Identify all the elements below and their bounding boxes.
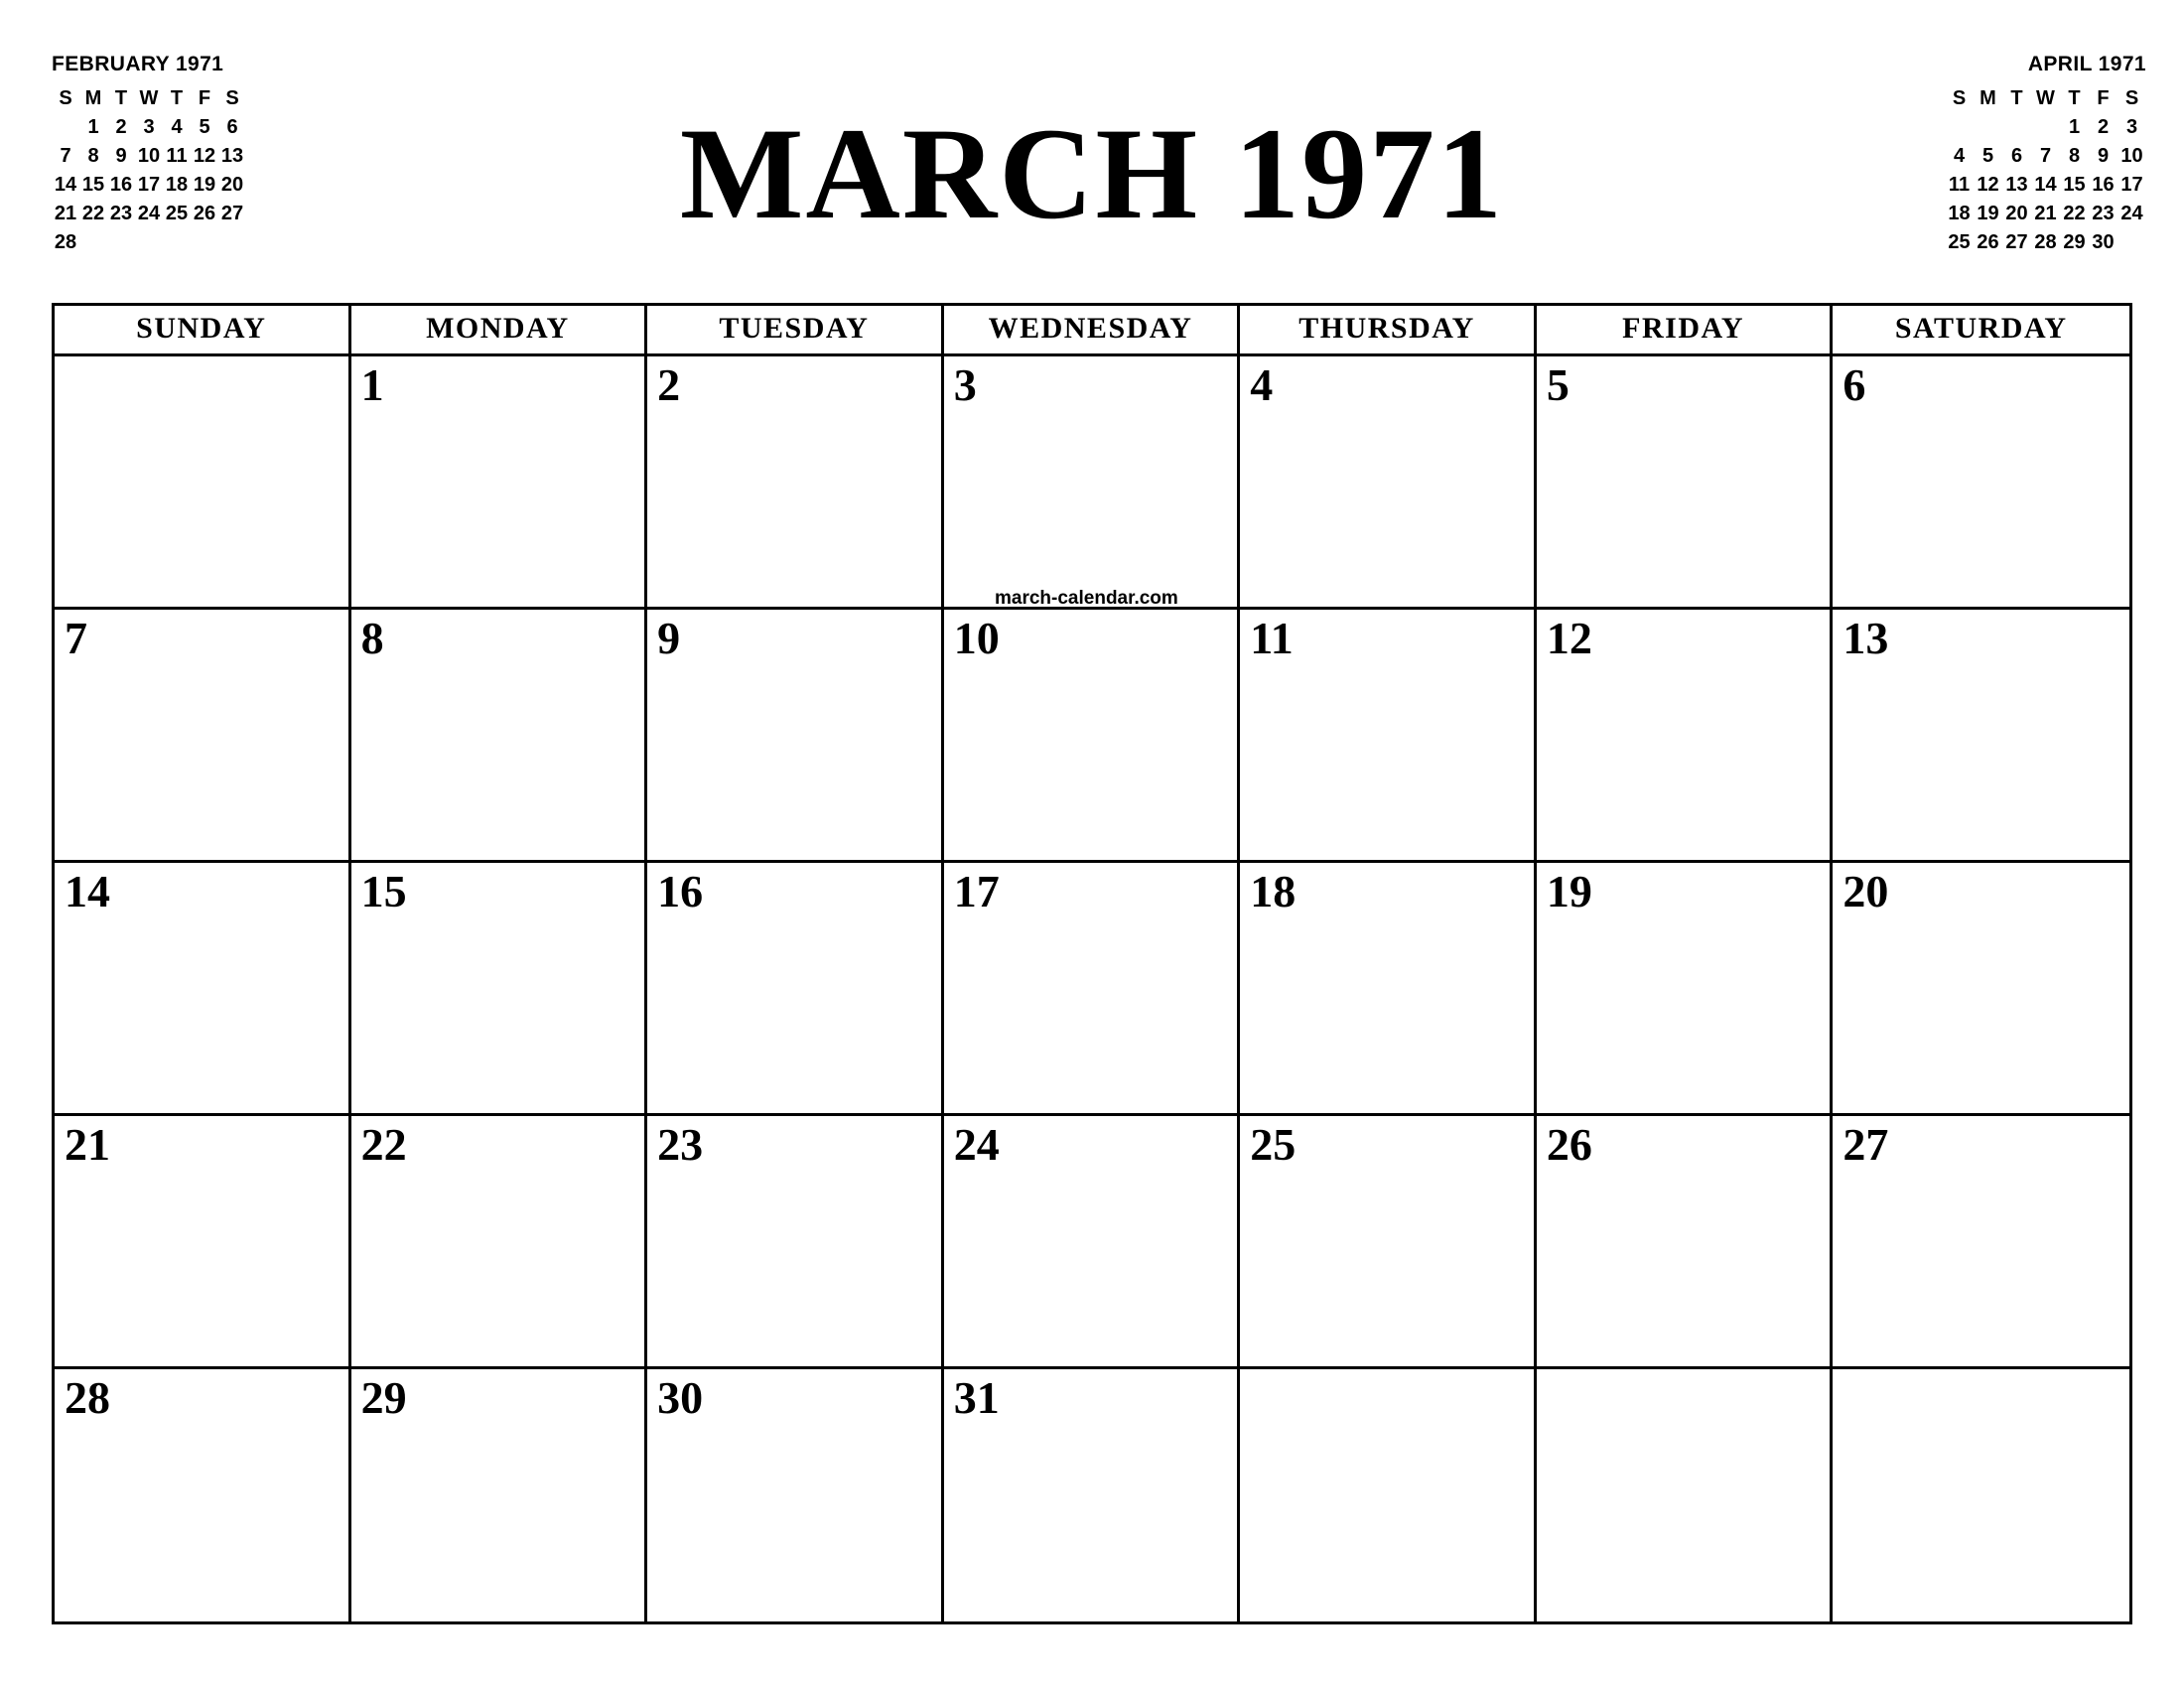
day-number: 27 bbox=[1843, 1119, 1889, 1170]
mini-calendar-next-title: APRIL 1971 bbox=[2027, 53, 2146, 75]
mini-day: 30 bbox=[2092, 231, 2115, 253]
mini-dow: T bbox=[170, 87, 184, 109]
mini-day: 4 bbox=[171, 116, 183, 138]
day-cell[interactable] bbox=[647, 1116, 944, 1366]
day-number: 31 bbox=[953, 1372, 1000, 1423]
mini-day: 27 bbox=[220, 203, 244, 224]
day-cell[interactable] bbox=[1833, 1369, 2129, 1621]
day-cell[interactable] bbox=[351, 1369, 648, 1621]
day-cell[interactable] bbox=[1833, 356, 2129, 607]
day-cell[interactable] bbox=[1833, 863, 2129, 1113]
mini-day: 6 bbox=[226, 116, 238, 138]
day-number: 20 bbox=[1843, 866, 1889, 916]
mini-day: 4 bbox=[1953, 145, 1966, 167]
day-number: 3 bbox=[953, 359, 977, 410]
mini-dow: T bbox=[114, 87, 128, 109]
mini-day: 19 bbox=[1977, 203, 1999, 224]
mini-dow: S bbox=[2124, 87, 2139, 109]
mini-dow: M bbox=[84, 87, 102, 109]
day-cell[interactable] bbox=[1537, 610, 1834, 860]
mini-day: 17 bbox=[137, 174, 161, 196]
day-number: 13 bbox=[1843, 613, 1889, 663]
mini-day: 18 bbox=[1948, 203, 1971, 224]
mini-day: 19 bbox=[193, 174, 216, 196]
day-number: 19 bbox=[1546, 866, 1592, 916]
mini-day: 9 bbox=[115, 145, 127, 167]
day-cell[interactable] bbox=[1240, 610, 1537, 860]
mini-day: 22 bbox=[81, 203, 105, 224]
mini-day: 5 bbox=[1981, 145, 1994, 167]
mini-dow: W bbox=[139, 87, 159, 109]
week-row bbox=[55, 356, 2129, 610]
mini-day: 9 bbox=[2097, 145, 2110, 167]
day-number: 11 bbox=[1250, 613, 1294, 663]
day-cell[interactable] bbox=[944, 1116, 1241, 1366]
week-row bbox=[55, 863, 2129, 1116]
day-number: 4 bbox=[1250, 359, 1274, 410]
day-header-thursday: THURSDAY bbox=[1240, 306, 1537, 353]
day-cell[interactable] bbox=[55, 863, 351, 1113]
mini-day: 20 bbox=[220, 174, 244, 196]
page-header bbox=[0, 0, 2184, 256]
mini-day: 6 bbox=[2010, 145, 2023, 167]
mini-day: 10 bbox=[2120, 145, 2143, 167]
mini-dow: F bbox=[198, 87, 211, 109]
day-number: 23 bbox=[657, 1119, 704, 1170]
day-cell[interactable] bbox=[55, 1369, 351, 1621]
day-cell[interactable] bbox=[351, 356, 648, 607]
week-row bbox=[55, 1116, 2129, 1369]
day-cell[interactable] bbox=[944, 1369, 1241, 1621]
day-cell[interactable] bbox=[1240, 356, 1537, 607]
mini-day: 15 bbox=[81, 174, 105, 196]
day-cell[interactable] bbox=[1240, 863, 1537, 1113]
day-cell[interactable] bbox=[647, 863, 944, 1113]
day-cell[interactable] bbox=[55, 610, 351, 860]
day-cell[interactable] bbox=[647, 610, 944, 860]
mini-day: 16 bbox=[2092, 174, 2115, 196]
mini-day: 7 bbox=[60, 145, 71, 167]
day-number: 18 bbox=[1250, 866, 1297, 916]
day-cell[interactable] bbox=[944, 610, 1241, 860]
day-cell[interactable] bbox=[1833, 1116, 2129, 1366]
mini-day: 3 bbox=[2125, 116, 2138, 138]
day-number: 16 bbox=[657, 866, 704, 916]
mini-day: 26 bbox=[193, 203, 216, 224]
mini-dow: F bbox=[2097, 87, 2110, 109]
mini-dow: S bbox=[225, 87, 239, 109]
mini-day: 28 bbox=[2034, 231, 2057, 253]
mini-day: 29 bbox=[2063, 231, 2086, 253]
mini-day: 1 bbox=[87, 116, 99, 138]
day-header-tuesday: TUESDAY bbox=[647, 306, 944, 353]
mini-day: 18 bbox=[165, 174, 189, 196]
mini-day: 13 bbox=[2005, 174, 2028, 196]
day-cell[interactable] bbox=[1537, 1369, 1834, 1621]
mini-day bbox=[1974, 113, 2002, 142]
mini-day: 3 bbox=[143, 116, 155, 138]
week-row bbox=[55, 1369, 2129, 1621]
day-cell[interactable] bbox=[647, 356, 944, 607]
mini-day: 22 bbox=[2063, 203, 2086, 224]
mini-day: 26 bbox=[1977, 231, 1999, 253]
mini-day bbox=[2002, 113, 2031, 142]
mini-day: 11 bbox=[1948, 174, 1971, 196]
day-header-saturday: SATURDAY bbox=[1894, 312, 2068, 345]
mini-calendar-next-month bbox=[1945, 50, 2146, 257]
mini-day: 2 bbox=[2097, 116, 2110, 138]
day-number: 12 bbox=[1546, 613, 1592, 663]
mini-day: 20 bbox=[2005, 203, 2028, 224]
day-cell[interactable] bbox=[1537, 356, 1834, 607]
day-cell[interactable] bbox=[1833, 610, 2129, 860]
day-cell[interactable] bbox=[351, 863, 648, 1113]
mini-dow: S bbox=[1952, 87, 1967, 109]
day-cell[interactable] bbox=[351, 1116, 648, 1366]
mini-day: 27 bbox=[2005, 231, 2028, 253]
day-number: 7 bbox=[65, 613, 87, 663]
day-number: 15 bbox=[360, 866, 407, 916]
day-number: 8 bbox=[360, 613, 384, 663]
mini-day: 21 bbox=[54, 203, 77, 224]
week-rows bbox=[55, 356, 2129, 1621]
mini-day: 24 bbox=[2120, 203, 2143, 224]
day-number: 5 bbox=[1546, 359, 1570, 410]
day-cell[interactable] bbox=[55, 356, 351, 607]
mini-day bbox=[1945, 113, 1974, 142]
mini-day: 25 bbox=[165, 203, 189, 224]
week-row bbox=[55, 610, 2129, 863]
day-number: 29 bbox=[360, 1372, 407, 1423]
day-number: 25 bbox=[1250, 1119, 1297, 1170]
day-number: 6 bbox=[1843, 359, 1866, 410]
day-cell[interactable] bbox=[944, 863, 1241, 1113]
day-cell[interactable] bbox=[647, 1369, 944, 1621]
mini-day: 14 bbox=[54, 174, 77, 196]
day-number: 9 bbox=[657, 613, 681, 663]
mini-day: 2 bbox=[115, 116, 127, 138]
day-cell[interactable] bbox=[944, 356, 1241, 607]
mini-dow: T bbox=[2010, 87, 2023, 109]
day-header-sunday: SUNDAY bbox=[55, 306, 351, 353]
day-header-friday: FRIDAY bbox=[1537, 306, 1834, 353]
mini-calendar-next-grid bbox=[1945, 84, 2146, 257]
day-header-monday: MONDAY bbox=[351, 306, 648, 353]
mini-day: 12 bbox=[1977, 174, 1999, 196]
day-number: 21 bbox=[65, 1119, 110, 1170]
mini-dow: M bbox=[1979, 87, 1996, 109]
mini-dow: S bbox=[59, 87, 72, 109]
day-number: 28 bbox=[65, 1372, 110, 1423]
mini-day: 25 bbox=[1948, 231, 1971, 253]
day-number: 14 bbox=[65, 866, 110, 916]
mini-day: 16 bbox=[109, 174, 133, 196]
day-number: 26 bbox=[1546, 1119, 1592, 1170]
day-number: 17 bbox=[953, 866, 1000, 916]
mini-day: 24 bbox=[137, 203, 161, 224]
mini-day: 7 bbox=[2039, 145, 2052, 167]
site-watermark: march-calendar.com bbox=[995, 588, 1178, 609]
mini-day: 14 bbox=[2034, 174, 2057, 196]
mini-day: 17 bbox=[2120, 174, 2143, 196]
day-cell[interactable] bbox=[351, 610, 648, 860]
mini-day: 21 bbox=[2034, 203, 2057, 224]
mini-day bbox=[2031, 113, 2060, 142]
day-number: 1 bbox=[360, 359, 384, 410]
mini-calendar-previous-title: FEBRUARY 1971 bbox=[52, 53, 224, 75]
day-cell[interactable] bbox=[1537, 863, 1834, 1113]
mini-day bbox=[2117, 228, 2146, 257]
mini-day: 12 bbox=[193, 145, 216, 167]
mini-day: 23 bbox=[2092, 203, 2115, 224]
month-grid bbox=[52, 303, 2132, 1624]
mini-dow: W bbox=[2036, 87, 2055, 109]
page-title: MARCH 1971 bbox=[679, 100, 1505, 246]
mini-day: 23 bbox=[109, 203, 133, 224]
mini-dow: T bbox=[2068, 87, 2081, 109]
mini-day: 5 bbox=[199, 116, 210, 138]
mini-day: 8 bbox=[87, 145, 99, 167]
day-cell[interactable] bbox=[1537, 1116, 1834, 1366]
day-name-header-row bbox=[55, 306, 2129, 356]
mini-day: 8 bbox=[2068, 145, 2081, 167]
day-number: 10 bbox=[953, 613, 1000, 663]
mini-day: 11 bbox=[166, 145, 188, 167]
mini-day: 13 bbox=[220, 145, 244, 167]
mini-day: 28 bbox=[54, 231, 77, 253]
day-number: 22 bbox=[360, 1119, 407, 1170]
day-number: 30 bbox=[657, 1372, 704, 1423]
mini-day: 10 bbox=[137, 145, 161, 167]
mini-day: 1 bbox=[2068, 116, 2081, 138]
day-cell[interactable] bbox=[1240, 1116, 1537, 1366]
day-number: 24 bbox=[953, 1119, 1000, 1170]
mini-day: 15 bbox=[2063, 174, 2086, 196]
day-cell[interactable] bbox=[55, 1116, 351, 1366]
day-number: 2 bbox=[657, 359, 681, 410]
day-cell[interactable] bbox=[1240, 1369, 1537, 1621]
day-header-wednesday: WEDNESDAY bbox=[944, 306, 1241, 353]
